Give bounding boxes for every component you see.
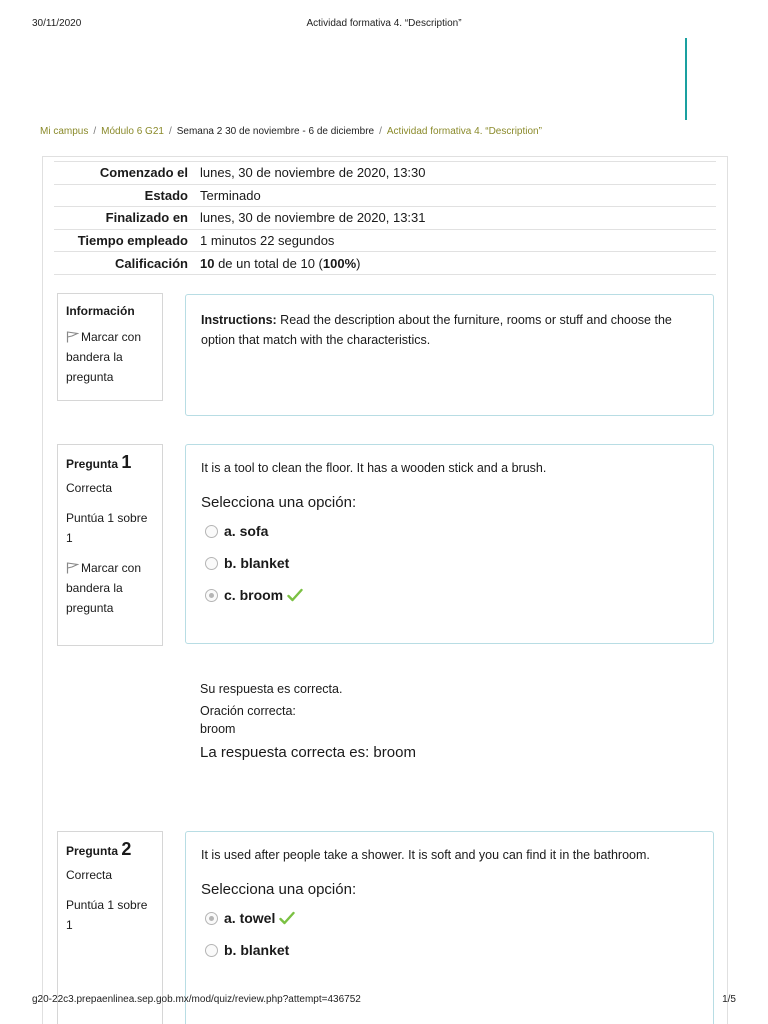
breadcrumb-separator: / [379, 126, 382, 137]
question-prefix: Pregunta [66, 457, 119, 471]
question-2-title [66, 839, 154, 861]
summary-label: Tiempo empleado [54, 229, 194, 252]
answer-option[interactable] [201, 902, 698, 934]
answer-option-label: c. broom [224, 587, 284, 603]
answer-option-label: b. blanket [224, 942, 290, 958]
flag-question-link[interactable] [66, 327, 154, 387]
grade-close: ) [356, 255, 361, 271]
instructions-box [185, 294, 714, 416]
question-number: 1 [121, 452, 132, 472]
right-answer-text: La respuesta correcta es: broom [200, 744, 416, 761]
instructions-label: Instructions: [201, 313, 277, 327]
answer-option[interactable] [201, 579, 698, 611]
answer-option-label: b. blanket [224, 555, 290, 571]
question-state: Correcta [66, 481, 113, 495]
question-grade: Puntúa 1 sobre 1 [66, 898, 148, 932]
question-number: 2 [121, 839, 132, 859]
breadcrumb-mi-campus[interactable]: Mi campus [40, 126, 89, 137]
flag-question-label: Marcar con bandera la pregunta [66, 561, 142, 615]
summary-value: lunes, 30 de noviembre de 2020, 13:30 [194, 162, 716, 185]
summary-label: Comenzado el [54, 162, 194, 185]
print-title: Actividad formativa 4. “Description” [306, 18, 462, 29]
correct-check-icon [279, 911, 295, 925]
print-date: 30/11/2020 [32, 18, 82, 29]
correct-sentence-label: Oración correcta: [200, 704, 296, 718]
flag-icon [66, 331, 79, 343]
answer-option[interactable] [201, 547, 698, 579]
radio-button[interactable] [205, 525, 218, 538]
grade-percent: 100% [322, 255, 357, 271]
summary-row [54, 184, 716, 207]
question-prefix: Pregunta [66, 844, 119, 858]
summary-row [54, 207, 716, 230]
radio-button-checked[interactable] [205, 912, 218, 925]
grade-value [194, 252, 716, 275]
answer-option-label: a. towel [224, 910, 276, 926]
question-grade: Puntúa 1 sobre 1 [66, 511, 148, 545]
flag-question-link[interactable] [66, 558, 154, 618]
radio-button[interactable] [205, 944, 218, 957]
breadcrumb-semana[interactable]: Semana 2 30 de noviembre - 6 de diciembre [176, 126, 375, 137]
summary-value: Terminado [194, 184, 716, 207]
radio-button-checked[interactable] [205, 589, 218, 602]
select-option-label: Selecciona una opción: [201, 881, 357, 898]
summary-row [54, 162, 716, 185]
summary-value: lunes, 30 de noviembre de 2020, 13:31 [194, 207, 716, 230]
question-1-title [66, 452, 154, 474]
breadcrumb-separator: / [168, 126, 172, 137]
select-option-label: Selecciona una opción: [201, 494, 357, 511]
question-state: Correcta [66, 868, 113, 882]
question-1-info [57, 444, 163, 646]
answer-option-label: a. sofa [224, 523, 269, 539]
summary-label: Finalizado en [54, 207, 194, 230]
instructions-body: Read the description about the furniture, rooms or stuff and choose the option that match with the characteristics. [201, 313, 672, 347]
grade-score: 10 [200, 255, 215, 271]
breadcrumb-activity[interactable]: Actividad formativa 4. “Description” [386, 126, 542, 137]
flag-question-label: Marcar con bandera la pregunta [66, 330, 142, 384]
breadcrumb-separator: / [93, 126, 97, 137]
print-url: g20-22c3.prepaenlinea.sep.gob.mx/mod/quiz/review.php?attempt=436752 [32, 994, 361, 1005]
summary-value: 1 minutos 22 segundos [194, 229, 716, 252]
accent-divider [685, 38, 687, 120]
instructions-text [201, 310, 698, 350]
question-1-feedback [200, 682, 416, 761]
flag-icon [66, 562, 79, 574]
answer-option[interactable] [201, 934, 698, 966]
breadcrumb-modulo[interactable]: Módulo 6 G21 [101, 126, 164, 137]
summary-row [54, 229, 716, 252]
grade-total: de un total de 10 ( [214, 255, 323, 271]
correct-check-icon [287, 588, 303, 602]
summary-row [54, 252, 716, 275]
answer-option[interactable] [201, 515, 698, 547]
question-text: It is a tool to clean the floor. It has a wooden stick and a brush. [201, 461, 547, 475]
summary-label: Estado [54, 184, 194, 207]
grade-label: Calificación [54, 252, 194, 275]
attempt-summary-table [54, 161, 716, 275]
question-1-content [185, 444, 714, 644]
question-text: It is used after people take a shower. It is soft and you can find it in the bathroom. [201, 848, 650, 862]
correct-sentence-value: broom [200, 722, 236, 736]
breadcrumb [40, 126, 542, 137]
info-sidebox [57, 293, 163, 401]
radio-button[interactable] [205, 557, 218, 570]
info-heading: Información [66, 304, 135, 318]
print-page-number: 1/5 [722, 994, 736, 1005]
feedback-correct-message: Su respuesta es correcta. [200, 682, 343, 696]
